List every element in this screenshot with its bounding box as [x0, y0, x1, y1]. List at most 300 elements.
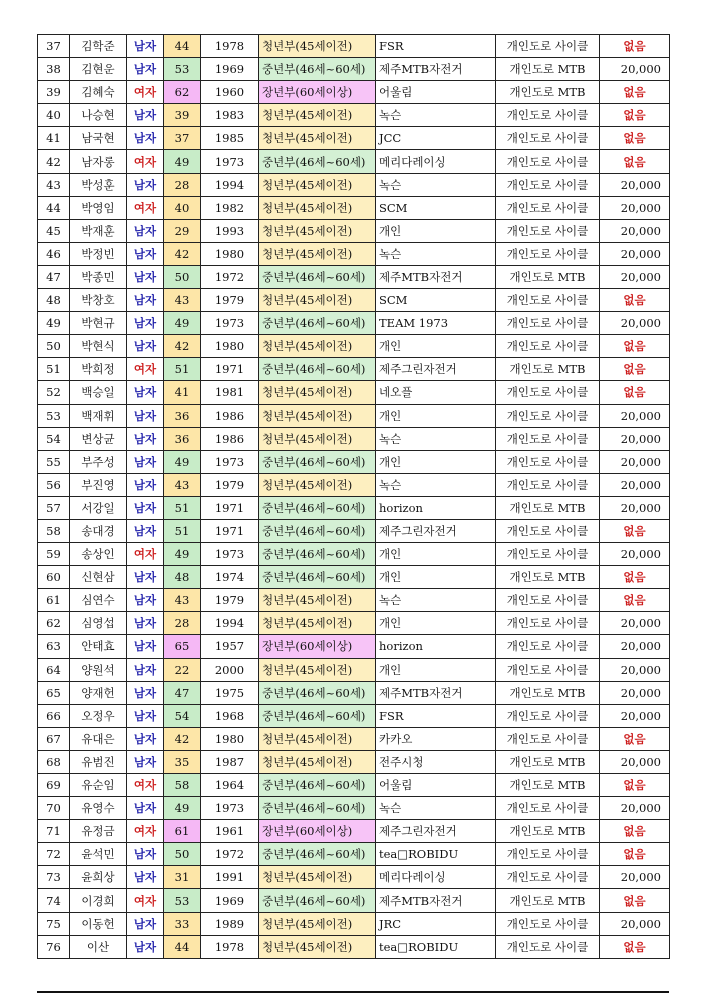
category-cell: 개인도로 사이클	[496, 612, 600, 635]
gender-cell: 남자	[127, 173, 164, 196]
name-cell: 유영수	[70, 797, 127, 820]
fee-cell: 20,000	[600, 658, 670, 681]
birth-year-cell: 1993	[201, 219, 259, 242]
gender-cell: 남자	[127, 219, 164, 242]
row-number-cell: 62	[38, 612, 70, 635]
birth-year-cell: 1969	[201, 889, 259, 912]
division-cell: 청년부(45세이전)	[259, 935, 376, 958]
birth-year-cell: 1961	[201, 820, 259, 843]
team-cell: 녹슨	[376, 173, 496, 196]
row-number-cell: 74	[38, 889, 70, 912]
gender-cell: 남자	[127, 58, 164, 81]
fee-cell: 없음	[600, 519, 670, 542]
name-cell: 윤희상	[70, 866, 127, 889]
row-number-cell: 76	[38, 935, 70, 958]
birth-year-cell: 1985	[201, 127, 259, 150]
table-row	[38, 704, 670, 727]
division-cell: 청년부(45세이전)	[259, 35, 376, 58]
gender-cell: 남자	[127, 265, 164, 288]
fee-cell: 없음	[600, 104, 670, 127]
table-row	[38, 750, 670, 773]
name-cell: 남국현	[70, 127, 127, 150]
category-cell: 개인도로 사이클	[496, 866, 600, 889]
birth-year-cell: 1979	[201, 589, 259, 612]
age-cell: 39	[164, 104, 201, 127]
team-cell: 제주MTB자전거	[376, 889, 496, 912]
gender-cell: 남자	[127, 635, 164, 658]
age-cell: 49	[164, 797, 201, 820]
category-cell: 개인도로 MTB	[496, 820, 600, 843]
team-cell: 녹슨	[376, 589, 496, 612]
gender-cell: 남자	[127, 289, 164, 312]
team-cell: 어울림	[376, 81, 496, 104]
name-cell: 박재훈	[70, 219, 127, 242]
gender-cell: 남자	[127, 727, 164, 750]
gender-cell: 남자	[127, 612, 164, 635]
category-cell: 개인도로 사이클	[496, 242, 600, 265]
age-cell: 49	[164, 150, 201, 173]
team-cell: 녹슨	[376, 104, 496, 127]
name-cell: 박종민	[70, 265, 127, 288]
name-cell: 서강일	[70, 496, 127, 519]
fee-cell: 20,000	[600, 912, 670, 935]
team-cell: 개인	[376, 219, 496, 242]
division-cell: 청년부(45세이전)	[259, 404, 376, 427]
gender-cell: 남자	[127, 35, 164, 58]
age-cell: 51	[164, 358, 201, 381]
division-cell: 청년부(45세이전)	[259, 127, 376, 150]
fee-cell: 없음	[600, 381, 670, 404]
name-cell: 이동헌	[70, 912, 127, 935]
table-row	[38, 219, 670, 242]
row-number-cell: 37	[38, 35, 70, 58]
table-row	[38, 843, 670, 866]
fee-cell: 없음	[600, 935, 670, 958]
fee-cell: 20,000	[600, 797, 670, 820]
name-cell: 부진영	[70, 473, 127, 496]
participant-table	[37, 34, 670, 959]
name-cell: 심영섭	[70, 612, 127, 635]
table-row	[38, 566, 670, 589]
participant-sheet	[37, 34, 669, 959]
category-cell: 개인도로 MTB	[496, 496, 600, 519]
division-cell: 중년부(46세~60세)	[259, 543, 376, 566]
gender-cell: 남자	[127, 496, 164, 519]
team-cell: 녹슨	[376, 427, 496, 450]
row-number-cell: 75	[38, 912, 70, 935]
category-cell: 개인도로 사이클	[496, 427, 600, 450]
gender-cell: 남자	[127, 750, 164, 773]
name-cell: 송상인	[70, 543, 127, 566]
birth-year-cell: 1991	[201, 866, 259, 889]
birth-year-cell: 1973	[201, 450, 259, 473]
name-cell: 오정우	[70, 704, 127, 727]
team-cell: tea□ROBIDU	[376, 843, 496, 866]
team-cell: 제주MTB자전거	[376, 58, 496, 81]
bottom-rule	[37, 991, 669, 993]
category-cell: 개인도로 사이클	[496, 543, 600, 566]
gender-cell: 남자	[127, 658, 164, 681]
gender-cell: 남자	[127, 704, 164, 727]
row-number-cell: 60	[38, 566, 70, 589]
fee-cell: 20,000	[600, 219, 670, 242]
age-cell: 58	[164, 774, 201, 797]
gender-cell: 남자	[127, 242, 164, 265]
birth-year-cell: 1968	[201, 704, 259, 727]
team-cell: tea□ROBIDU	[376, 935, 496, 958]
row-number-cell: 65	[38, 681, 70, 704]
birth-year-cell: 1973	[201, 312, 259, 335]
fee-cell: 없음	[600, 820, 670, 843]
gender-cell: 남자	[127, 127, 164, 150]
category-cell: 개인도로 사이클	[496, 935, 600, 958]
fee-cell: 없음	[600, 589, 670, 612]
table-row	[38, 58, 670, 81]
table-row	[38, 496, 670, 519]
table-row	[38, 727, 670, 750]
age-cell: 28	[164, 612, 201, 635]
division-cell: 중년부(46세~60세)	[259, 566, 376, 589]
birth-year-cell: 1973	[201, 797, 259, 820]
birth-year-cell: 1986	[201, 427, 259, 450]
gender-cell: 여자	[127, 358, 164, 381]
category-cell: 개인도로 사이클	[496, 404, 600, 427]
row-number-cell: 46	[38, 242, 70, 265]
age-cell: 50	[164, 265, 201, 288]
birth-year-cell: 1979	[201, 473, 259, 496]
division-cell: 청년부(45세이전)	[259, 658, 376, 681]
fee-cell: 20,000	[600, 312, 670, 335]
table-row	[38, 612, 670, 635]
team-cell: JRC	[376, 912, 496, 935]
row-number-cell: 45	[38, 219, 70, 242]
row-number-cell: 43	[38, 173, 70, 196]
age-cell: 61	[164, 820, 201, 843]
table-row	[38, 774, 670, 797]
division-cell: 청년부(45세이전)	[259, 104, 376, 127]
team-cell: TEAM 1973	[376, 312, 496, 335]
division-cell: 청년부(45세이전)	[259, 196, 376, 219]
age-cell: 42	[164, 242, 201, 265]
division-cell: 중년부(46세~60세)	[259, 681, 376, 704]
fee-cell: 없음	[600, 35, 670, 58]
age-cell: 62	[164, 81, 201, 104]
team-cell: SCM	[376, 196, 496, 219]
gender-cell: 남자	[127, 427, 164, 450]
table-row	[38, 519, 670, 542]
row-number-cell: 63	[38, 635, 70, 658]
name-cell: 남자롱	[70, 150, 127, 173]
division-cell: 중년부(46세~60세)	[259, 358, 376, 381]
row-number-cell: 69	[38, 774, 70, 797]
table-row	[38, 358, 670, 381]
gender-cell: 여자	[127, 543, 164, 566]
category-cell: 개인도로 사이클	[496, 450, 600, 473]
gender-cell: 여자	[127, 81, 164, 104]
category-cell: 개인도로 MTB	[496, 58, 600, 81]
category-cell: 개인도로 MTB	[496, 81, 600, 104]
birth-year-cell: 1986	[201, 404, 259, 427]
birth-year-cell: 1983	[201, 104, 259, 127]
division-cell: 청년부(45세이전)	[259, 912, 376, 935]
age-cell: 48	[164, 566, 201, 589]
gender-cell: 남자	[127, 589, 164, 612]
name-cell: 부주성	[70, 450, 127, 473]
age-cell: 22	[164, 658, 201, 681]
birth-year-cell: 1964	[201, 774, 259, 797]
row-number-cell: 39	[38, 81, 70, 104]
table-row	[38, 912, 670, 935]
team-cell: 녹슨	[376, 797, 496, 820]
division-cell: 청년부(45세이전)	[259, 335, 376, 358]
table-row	[38, 265, 670, 288]
division-cell: 중년부(46세~60세)	[259, 774, 376, 797]
name-cell: 윤석민	[70, 843, 127, 866]
gender-cell: 남자	[127, 450, 164, 473]
category-cell: 개인도로 사이클	[496, 658, 600, 681]
name-cell: 유순임	[70, 774, 127, 797]
row-number-cell: 53	[38, 404, 70, 427]
gender-cell: 남자	[127, 681, 164, 704]
fee-cell: 20,000	[600, 404, 670, 427]
fee-cell: 20,000	[600, 635, 670, 658]
name-cell: 박현식	[70, 335, 127, 358]
fee-cell: 없음	[600, 889, 670, 912]
fee-cell: 20,000	[600, 612, 670, 635]
division-cell: 장년부(60세이상)	[259, 635, 376, 658]
name-cell: 박영임	[70, 196, 127, 219]
team-cell: 제주MTB자전거	[376, 265, 496, 288]
division-cell: 청년부(45세이전)	[259, 427, 376, 450]
name-cell: 유정금	[70, 820, 127, 843]
birth-year-cell: 1975	[201, 681, 259, 704]
birth-year-cell: 1989	[201, 912, 259, 935]
age-cell: 53	[164, 58, 201, 81]
name-cell: 나승현	[70, 104, 127, 127]
row-number-cell: 58	[38, 519, 70, 542]
name-cell: 안태효	[70, 635, 127, 658]
category-cell: 개인도로 사이클	[496, 912, 600, 935]
division-cell: 중년부(46세~60세)	[259, 150, 376, 173]
gender-cell: 남자	[127, 104, 164, 127]
name-cell: 김학준	[70, 35, 127, 58]
row-number-cell: 48	[38, 289, 70, 312]
table-row	[38, 681, 670, 704]
name-cell: 박성훈	[70, 173, 127, 196]
division-cell: 청년부(45세이전)	[259, 866, 376, 889]
category-cell: 개인도로 사이클	[496, 381, 600, 404]
row-number-cell: 57	[38, 496, 70, 519]
table-row	[38, 866, 670, 889]
gender-cell: 남자	[127, 473, 164, 496]
birth-year-cell: 1971	[201, 358, 259, 381]
team-cell: 개인	[376, 658, 496, 681]
fee-cell: 20,000	[600, 265, 670, 288]
division-cell: 청년부(45세이전)	[259, 219, 376, 242]
category-cell: 개인도로 사이클	[496, 589, 600, 612]
team-cell: 개인	[376, 450, 496, 473]
division-cell: 중년부(46세~60세)	[259, 843, 376, 866]
category-cell: 개인도로 사이클	[496, 219, 600, 242]
team-cell: horizon	[376, 496, 496, 519]
team-cell: 개인	[376, 612, 496, 635]
birth-year-cell: 1980	[201, 727, 259, 750]
gender-cell: 남자	[127, 312, 164, 335]
birth-year-cell: 1980	[201, 335, 259, 358]
team-cell: 개인	[376, 404, 496, 427]
row-number-cell: 64	[38, 658, 70, 681]
age-cell: 49	[164, 312, 201, 335]
gender-cell: 여자	[127, 150, 164, 173]
birth-year-cell: 1971	[201, 496, 259, 519]
name-cell: 변상균	[70, 427, 127, 450]
age-cell: 29	[164, 219, 201, 242]
division-cell: 장년부(60세이상)	[259, 820, 376, 843]
name-cell: 박창호	[70, 289, 127, 312]
birth-year-cell: 1971	[201, 519, 259, 542]
age-cell: 43	[164, 589, 201, 612]
birth-year-cell: 1979	[201, 289, 259, 312]
category-cell: 개인도로 사이클	[496, 727, 600, 750]
team-cell: 메리다레이싱	[376, 866, 496, 889]
category-cell: 개인도로 사이클	[496, 843, 600, 866]
name-cell: 유범진	[70, 750, 127, 773]
category-cell: 개인도로 사이클	[496, 519, 600, 542]
fee-cell: 20,000	[600, 473, 670, 496]
name-cell: 유대은	[70, 727, 127, 750]
fee-cell: 20,000	[600, 196, 670, 219]
name-cell: 심연수	[70, 589, 127, 612]
age-cell: 41	[164, 381, 201, 404]
team-cell: FSR	[376, 35, 496, 58]
row-number-cell: 73	[38, 866, 70, 889]
fee-cell: 20,000	[600, 543, 670, 566]
gender-cell: 여자	[127, 889, 164, 912]
category-cell: 개인도로 사이클	[496, 35, 600, 58]
birth-year-cell: 1973	[201, 543, 259, 566]
name-cell: 박현규	[70, 312, 127, 335]
gender-cell: 남자	[127, 797, 164, 820]
birth-year-cell: 1987	[201, 750, 259, 773]
gender-cell: 남자	[127, 935, 164, 958]
fee-cell: 20,000	[600, 242, 670, 265]
table-row	[38, 289, 670, 312]
fee-cell: 20,000	[600, 450, 670, 473]
division-cell: 중년부(46세~60세)	[259, 265, 376, 288]
team-cell: 녹슨	[376, 473, 496, 496]
team-cell: 녹슨	[376, 242, 496, 265]
table-row	[38, 935, 670, 958]
row-number-cell: 54	[38, 427, 70, 450]
division-cell: 청년부(45세이전)	[259, 612, 376, 635]
fee-cell: 20,000	[600, 866, 670, 889]
age-cell: 42	[164, 335, 201, 358]
row-number-cell: 41	[38, 127, 70, 150]
division-cell: 중년부(46세~60세)	[259, 519, 376, 542]
birth-year-cell: 1973	[201, 150, 259, 173]
gender-cell: 남자	[127, 912, 164, 935]
table-row	[38, 889, 670, 912]
row-number-cell: 61	[38, 589, 70, 612]
fee-cell: 20,000	[600, 704, 670, 727]
birth-year-cell: 1982	[201, 196, 259, 219]
name-cell: 김혜숙	[70, 81, 127, 104]
age-cell: 43	[164, 473, 201, 496]
fee-cell: 없음	[600, 335, 670, 358]
category-cell: 개인도로 MTB	[496, 566, 600, 589]
fee-cell: 없음	[600, 566, 670, 589]
age-cell: 53	[164, 889, 201, 912]
row-number-cell: 72	[38, 843, 70, 866]
age-cell: 50	[164, 843, 201, 866]
birth-year-cell: 1980	[201, 242, 259, 265]
name-cell: 박희정	[70, 358, 127, 381]
birth-year-cell: 1994	[201, 612, 259, 635]
division-cell: 청년부(45세이전)	[259, 242, 376, 265]
team-cell: 제주그린자전거	[376, 358, 496, 381]
category-cell: 개인도로 사이클	[496, 335, 600, 358]
team-cell: SCM	[376, 289, 496, 312]
category-cell: 개인도로 사이클	[496, 704, 600, 727]
table-row	[38, 196, 670, 219]
age-cell: 40	[164, 196, 201, 219]
row-number-cell: 47	[38, 265, 70, 288]
row-number-cell: 56	[38, 473, 70, 496]
team-cell: 개인	[376, 335, 496, 358]
table-row	[38, 473, 670, 496]
age-cell: 37	[164, 127, 201, 150]
gender-cell: 남자	[127, 866, 164, 889]
fee-cell: 20,000	[600, 58, 670, 81]
gender-cell: 남자	[127, 335, 164, 358]
division-cell: 청년부(45세이전)	[259, 289, 376, 312]
gender-cell: 여자	[127, 820, 164, 843]
category-cell: 개인도로 MTB	[496, 889, 600, 912]
name-cell: 백재휘	[70, 404, 127, 427]
age-cell: 49	[164, 450, 201, 473]
fee-cell: 없음	[600, 289, 670, 312]
name-cell: 이경희	[70, 889, 127, 912]
category-cell: 개인도로 MTB	[496, 774, 600, 797]
category-cell: 개인도로 사이클	[496, 150, 600, 173]
birth-year-cell: 1960	[201, 81, 259, 104]
name-cell: 김현운	[70, 58, 127, 81]
gender-cell: 남자	[127, 519, 164, 542]
fee-cell: 없음	[600, 358, 670, 381]
table-row	[38, 589, 670, 612]
fee-cell: 20,000	[600, 496, 670, 519]
name-cell: 박정빈	[70, 242, 127, 265]
age-cell: 47	[164, 681, 201, 704]
age-cell: 36	[164, 404, 201, 427]
birth-year-cell: 1957	[201, 635, 259, 658]
row-number-cell: 52	[38, 381, 70, 404]
row-number-cell: 50	[38, 335, 70, 358]
birth-year-cell: 1972	[201, 265, 259, 288]
row-number-cell: 49	[38, 312, 70, 335]
division-cell: 청년부(45세이전)	[259, 381, 376, 404]
fee-cell: 20,000	[600, 681, 670, 704]
row-number-cell: 59	[38, 543, 70, 566]
table-row	[38, 404, 670, 427]
age-cell: 35	[164, 750, 201, 773]
gender-cell: 남자	[127, 566, 164, 589]
row-number-cell: 40	[38, 104, 70, 127]
team-cell: 어울림	[376, 774, 496, 797]
division-cell: 중년부(46세~60세)	[259, 889, 376, 912]
division-cell: 중년부(46세~60세)	[259, 704, 376, 727]
row-number-cell: 44	[38, 196, 70, 219]
